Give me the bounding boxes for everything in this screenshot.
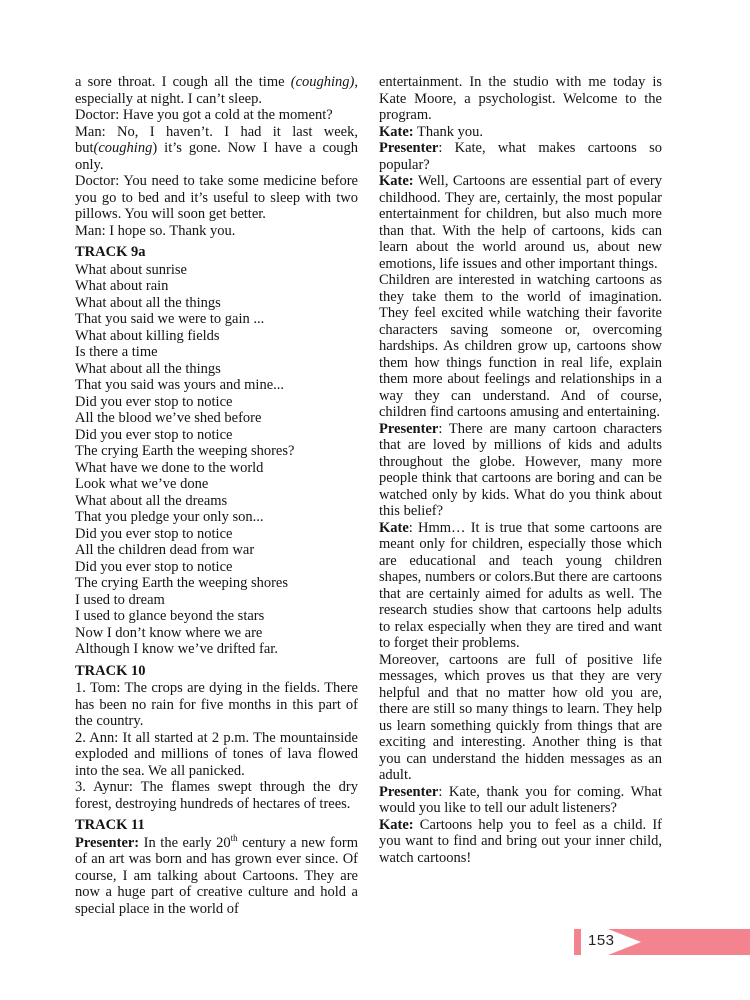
song-line (75, 592, 358, 609)
paragraph (379, 817, 662, 867)
text-run: In the early 20 (139, 834, 231, 851)
text-run: What have we done to the world (75, 459, 264, 476)
footer-accent-bar (574, 929, 581, 955)
text-run: Did you ever stop to notice (75, 393, 233, 410)
text-run: What about rain (75, 278, 169, 294)
text-run: century a new form of an art was born and has grown ever since. Of course, I am talking about Cartoons. They are now a huge part of creative culture and hold a special place in the world of (75, 834, 358, 917)
song-line (75, 311, 358, 328)
text-run: 2. Ann: It all started at 2 p.m. The mountainside exploded and millions of tones of lava flowed into the sea. We all panicked. (75, 729, 358, 779)
text-run: Kate: (379, 816, 414, 833)
text-run: What about all the things (75, 360, 221, 377)
footer-arrow-banner (608, 929, 750, 955)
paragraph (379, 652, 662, 784)
text-run: I used to glance beyond the stars (75, 608, 265, 624)
paragraph (379, 784, 662, 817)
song-line (75, 328, 358, 345)
paragraph (379, 520, 662, 652)
text-run: Kate (379, 519, 409, 536)
text-run: TRACK 9a (75, 244, 146, 260)
track-heading (75, 817, 358, 834)
paragraph (75, 779, 358, 812)
paragraph (75, 74, 358, 107)
text-run: TRACK 10 (75, 662, 146, 679)
text-run: What about all the things (75, 294, 221, 311)
track-heading (75, 244, 358, 261)
song-line (75, 509, 358, 526)
text-run: ) it’s gone. Now I have a cough only. (75, 140, 358, 173)
text-run: Thank you. (413, 123, 484, 140)
text-run: Presenter (379, 420, 439, 437)
two-column-text-area (75, 74, 663, 917)
text-run: Kate: (379, 123, 414, 140)
text-run: That you said we were to gain ... (75, 311, 265, 327)
text-run: What about killing fields (75, 327, 220, 344)
song-line (75, 608, 358, 625)
track-heading (75, 663, 358, 680)
text-run: : Kate, thank you for coming. What would you like to tell our adult listeners? (379, 783, 662, 816)
text-run: : Kate, what makes cartoons so popular? (379, 140, 662, 173)
paragraph (379, 272, 662, 421)
song-line (75, 460, 358, 477)
text-run: TRACK 11 (75, 817, 145, 833)
text-run: Did you ever stop to notice (75, 426, 233, 443)
text-run: All the children dead from war (75, 542, 255, 558)
text-run: Doctor: Have you got a cold at the moment? (75, 107, 333, 123)
text-run: : Hmm… It is true that some cartoons are meant only for children, especially those which are educational and teach young children shapes, numbers or colors.But there are cartoons that are certainly aimed for adults as well. The research studies show that cartoons help adults to relax especially when they are tired and want to forget their problems. (379, 519, 662, 651)
song-line (75, 394, 358, 411)
text-run: Look what we’ve done (75, 476, 209, 492)
text-run: Although I know we’ve drifted far. (75, 641, 278, 657)
paragraph (379, 74, 662, 124)
text-run: The crying Earth the weeping shores? (75, 443, 295, 459)
text-run: That you pledge your only son... (75, 509, 264, 525)
song-line (75, 575, 358, 592)
text-run: Presenter (379, 140, 439, 156)
text-run: (coughing (93, 140, 153, 156)
text-run: 1. Tom: The crops are dying in the fields. There has been no rain for five months in this part of the country. (75, 680, 358, 729)
text-run: Well, Cartoons are essential part of every childhood. They are, certainly, the most popular entertainment for children, but also much more than that. With the help of cartoons, kids can learn about the world around us, about new emotions, life issues and other important things. (379, 173, 662, 272)
song-line (75, 493, 358, 510)
text-run: What about all the dreams (75, 492, 228, 509)
song-line (75, 295, 358, 312)
song-line (75, 427, 358, 444)
text-run: That you said was yours and mine... (75, 377, 285, 393)
text-run: Moreover, cartoons are full of positive life messages, which proves us that they are very helpful and that no matter how old you are, there are still so many things to learn. They help us learn something quickly from things that are exciting and interesting. Another thing is that you can understand the hidden messages as an adult. (379, 651, 662, 783)
text-run: Children are interested in watching cartoons as they take them to the world of imagination. They feel excited while watching their favorite characters saving someone or, overcoming hardships. As children grow up, cartoons show them how things function in real life, explain them more about feelings and relationships in a way they can understand. And of course, children find cartoons amusing and entertaining. (379, 272, 662, 420)
song-line (75, 625, 358, 642)
text-run: All the blood we’ve shed before (75, 410, 262, 426)
text-run: Presenter: (75, 834, 140, 851)
text-run: Cartoons help you to feel as a child. If you want to find and bring out your inner child, watch cartoons! (379, 816, 662, 866)
text-run: Man: No, I haven’t. I had it last week, but (75, 123, 358, 156)
text-run: (coughing), (290, 74, 358, 90)
text-run: Kate: (379, 173, 414, 189)
song-line (75, 542, 358, 559)
song-line (75, 262, 358, 279)
text-run: The crying Earth the weeping shores (75, 575, 288, 591)
text-run: Now I don’t know where we are (75, 624, 263, 641)
text-run: Did you ever stop to notice (75, 525, 233, 542)
song-line (75, 278, 358, 295)
paragraph (75, 730, 358, 780)
song-line (75, 443, 358, 460)
paragraph (379, 140, 662, 173)
song-line (75, 526, 358, 543)
paragraph (75, 223, 358, 240)
text-run: Doctor: You need to take some medicine before you go to bed and it’s useful to sleep with two pillows. You will soon get better. (75, 173, 358, 222)
text-run: 3. Aynur: The flames swept through the dry forest, destroying hundreds of hectares of trees. (75, 779, 358, 812)
song-line (75, 377, 358, 394)
paragraph (379, 421, 662, 520)
text-run: Is there a time (75, 344, 158, 360)
paragraph (379, 124, 662, 141)
song-line (75, 559, 358, 576)
text-run: especially at night. I can’t sleep. (75, 90, 262, 107)
text-run: : There are many cartoon characters that are loved by millions of kids and adults throughout the globe. However, many more people think that cartoons are boring and can be watched only by kids. What do you think about this belief? (379, 420, 662, 519)
text-run: Presenter (379, 783, 439, 800)
text-run: th (230, 832, 238, 843)
song-line (75, 361, 358, 378)
text-run: I used to dream (75, 591, 165, 608)
paragraph (379, 173, 662, 272)
paragraph (75, 107, 358, 124)
text-run: What about sunrise (75, 261, 187, 278)
text-run: Did you ever stop to notice (75, 558, 233, 575)
text-run: Man: I hope so. Thank you. (75, 222, 236, 239)
song-line (75, 410, 358, 427)
page-number: 153 (588, 932, 615, 949)
text-run: entertainment. In the studio with me today is Kate Moore, a psychologist. Welcome to the program. (379, 74, 662, 123)
song-line (75, 641, 358, 658)
paragraph (75, 680, 358, 730)
right-column (379, 74, 662, 917)
paragraph (75, 124, 358, 174)
song-line (75, 344, 358, 361)
paragraph (75, 832, 358, 918)
paragraph (75, 173, 358, 223)
left-column (75, 74, 358, 917)
text-run: a sore throat. I cough all the time (75, 74, 291, 90)
song-line (75, 476, 358, 493)
